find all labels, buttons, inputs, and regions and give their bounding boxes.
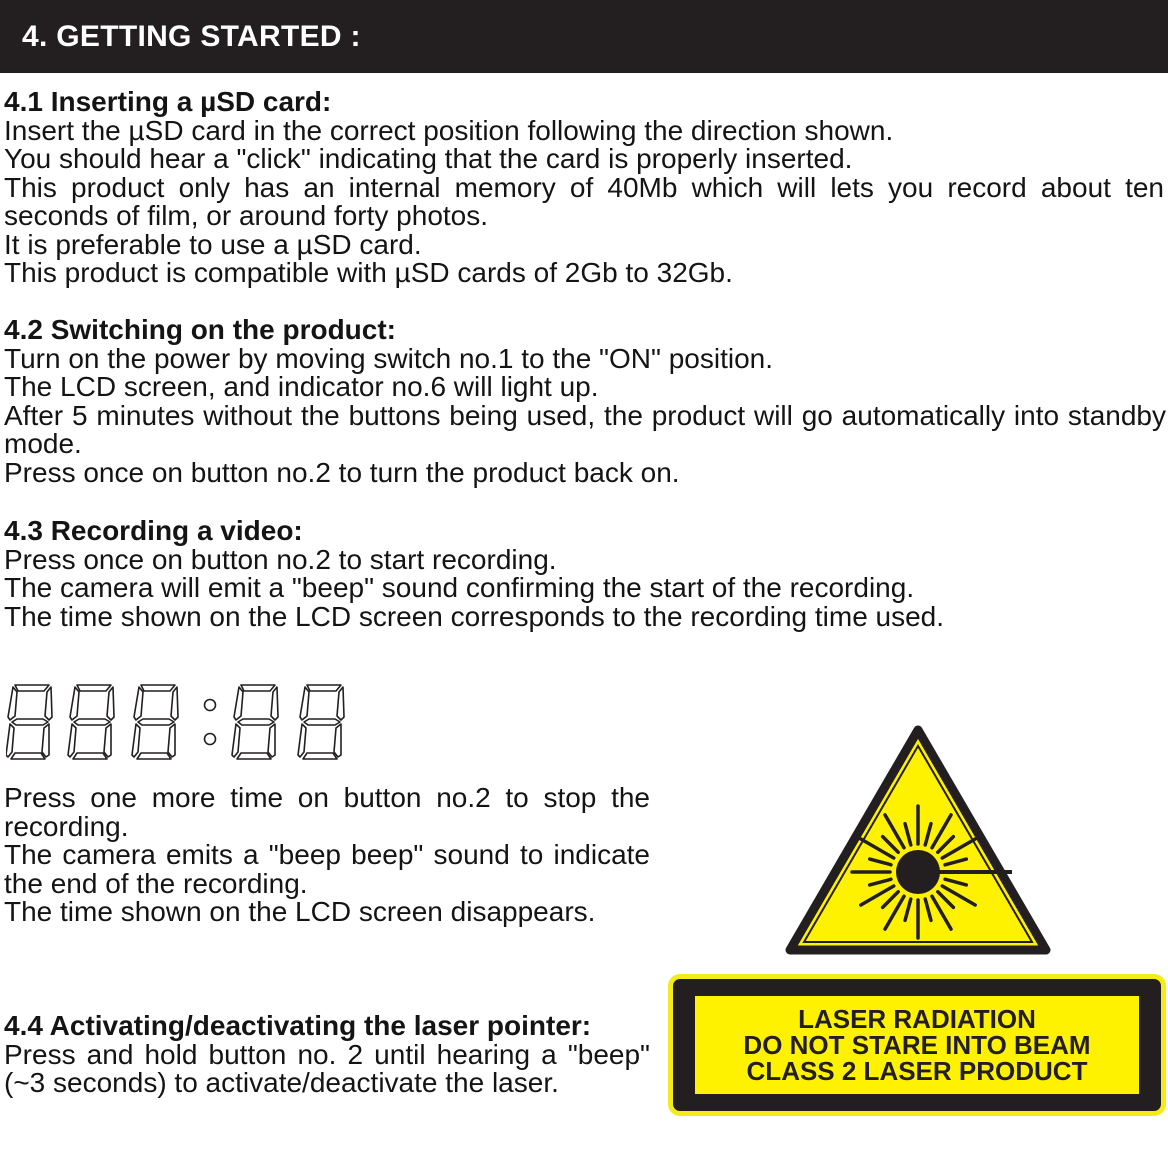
label-frame [678, 984, 1156, 1106]
section-laser-pointer [4, 1012, 650, 1098]
section-inserting-sd-card [4, 88, 1164, 288]
seven-segment-lcd-icon [6, 684, 350, 760]
paragraph: Press once on button no.2 to start recording. [4, 543, 557, 575]
laser-warning-triangle-icon [784, 722, 1052, 958]
paragraph: After 5 minutes without the buttons being used, the product will go automatically into standby mode. [4, 399, 1166, 459]
label-panel [695, 996, 1139, 1094]
paragraph: Press one more time on button no.2 to stop the recording. [4, 782, 650, 842]
section-heading: 4.3 Recording a video: [4, 515, 303, 546]
page-header [0, 0, 1168, 73]
paragraph: Insert the µSD card in the correct position following the direction shown. [4, 114, 894, 146]
paragraph: The camera will emit a "beep" sound confirming the start of the recording. [4, 572, 915, 603]
paragraph: The time shown on the LCD screen corresponds to the recording time used. [4, 600, 945, 632]
paragraph: Turn on the power by moving switch no.1 to the "ON" position. [4, 342, 774, 374]
section-heading: 4.2 Switching on the product: [4, 314, 396, 345]
laser-warning-label [668, 974, 1166, 1116]
section-title: 4. GETTING STARTED : [22, 20, 361, 53]
paragraph: You should hear a "click" indicating that the card is properly inserted. [4, 143, 853, 174]
paragraph: Press and hold button no. 2 until hearing a "beep" (~3 seconds) to activate/deactivate the laser. [4, 1038, 650, 1098]
section-heading: 4.4 Activating/deactivating the laser pointer: [4, 1010, 592, 1041]
recording-stop-text [4, 784, 650, 927]
label-line-3: CLASS 2 LASER PRODUCT [746, 1056, 1088, 1086]
paragraph: Press once on button no.2 to turn the product back on. [4, 456, 680, 488]
paragraph: This product is compatible with µSD cards of 2Gb to 32Gb. [4, 257, 733, 288]
section-heading: 4.1 Inserting a µSD card: [4, 86, 332, 117]
label-line-2: DO NOT STARE INTO BEAM [743, 1030, 1091, 1060]
label-line-1: LASER RADIATION [798, 1004, 1036, 1034]
section-switching-on [4, 316, 1166, 487]
paragraph: The time shown on the LCD screen disappears. [4, 896, 596, 927]
paragraph: It is preferable to use a µSD card. [4, 228, 422, 260]
paragraph: The camera emits a "beep beep" sound to indicate the end of the recording. [4, 839, 650, 899]
section-recording-video [4, 517, 1164, 631]
paragraph: This product only has an internal memory of 40Mb which will lets you record about ten seconds of film, or around forty photos. [4, 171, 1164, 231]
paragraph: The LCD screen, and indicator no.6 will light up. [4, 371, 599, 402]
